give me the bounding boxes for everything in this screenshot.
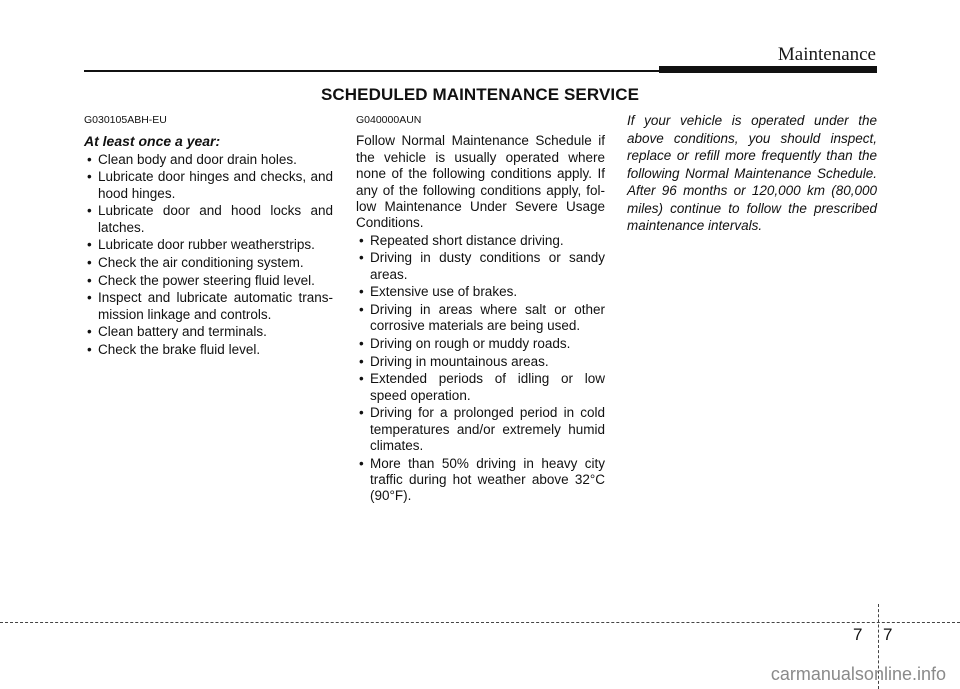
list-item: • Extensive use of brakes.	[356, 284, 605, 300]
list-item: • Driving in areas where salt or other corrosive materials are being used.	[356, 302, 605, 335]
list-item: • Lubricate door hinges and checks, and hood hinges.	[84, 169, 333, 202]
chapter-number: 7	[853, 625, 863, 644]
watermark: carmanualsonline.info	[770, 664, 946, 684]
list-item: • Extended periods of idling or low speed operation.	[356, 371, 605, 404]
header-title: Maintenance	[777, 44, 876, 65]
bullet-list	[356, 233, 605, 505]
list-item: • More than 50% driving in heavy city traffic during hot weather above 32°C (90°F).	[356, 456, 605, 505]
subheading: At least once a year:	[84, 133, 221, 150]
list-item: • Repeated short distance driving.	[356, 233, 605, 249]
list-item: • Clean body and door drain holes.	[84, 152, 333, 168]
list-item: • Driving on rough or muddy roads.	[356, 336, 605, 352]
note-paragraph: If your vehicle is operated under the above conditions, you should inspect, replace or refill more frequently than the following Normal Maintenance Schedule. After 96 months or 120,000 km (80,000 miles) continue to follow the prescribed maintenance intervals.	[627, 113, 877, 233]
intro-paragraph: Follow Normal Maintenance Schedule if the vehicle is usually operated where none of the following conditions apply. If any of the following conditions apply, fol-low Maintenance Under Severe Usage Conditions.	[356, 133, 605, 231]
header-rule-thin	[84, 70, 659, 72]
section-title: SCHEDULED MAINTENANCE SERVICE	[320, 85, 640, 104]
list-item: • Clean battery and terminals.	[84, 324, 333, 340]
page-number: 7	[883, 625, 893, 644]
section-code: G040000AUN	[356, 114, 422, 126]
list-item: • Inspect and lubricate automatic trans-mission linkage and controls.	[84, 290, 333, 323]
column-2	[356, 112, 605, 506]
list-item: • Driving in dusty conditions or sandy areas.	[356, 250, 605, 283]
list-item: • Check the brake fluid level.	[84, 342, 333, 358]
column-3	[627, 112, 877, 235]
list-item: • Driving in mountainous areas.	[356, 354, 605, 370]
list-item: • Lubricate door rubber weatherstrips.	[84, 237, 333, 253]
header-rule-thick	[659, 66, 877, 73]
list-item: • Check the power steering fluid level.	[84, 273, 333, 289]
list-item: • Check the air conditioning system.	[84, 255, 333, 271]
section-code: G030105ABH-EU	[84, 114, 167, 126]
footer-rule	[0, 622, 960, 623]
list-item: • Driving for a prolonged period in cold temperatures and/or extremely humid climates.	[356, 405, 605, 454]
column-1	[84, 112, 333, 359]
list-item: • Lubricate door and hood locks and latches.	[84, 203, 333, 236]
bullet-list	[84, 152, 333, 358]
